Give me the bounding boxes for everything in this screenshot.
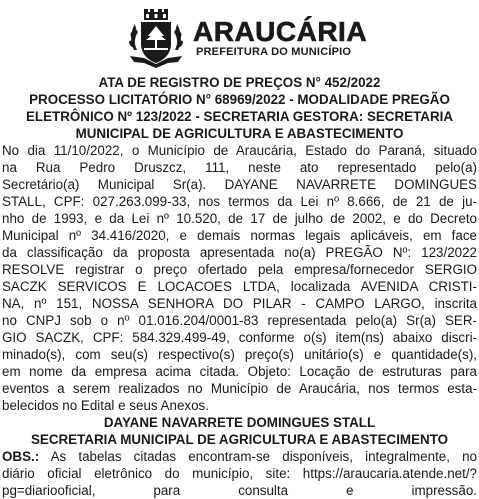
heading-line: ATA DE REGISTRO DE PREÇOS N° 452/2022 bbox=[98, 75, 381, 90]
body-line: na Rua Pedro Druszcz, 111, neste ato representado pelo(a) bbox=[2, 160, 477, 175]
body-line: STALL, CPF: 027.263.099-33, nos termos da Lei nº 8.666, de 21 de ju- bbox=[2, 194, 477, 209]
body-line: Municipal nº 34.416/2020, e demais normas legais aplicáveis, em face bbox=[2, 228, 477, 243]
body-line: SACZK SERVICOS E LOCACOES LTDA, localizada AVENIDA CRISTI- bbox=[2, 279, 477, 294]
body-line: GIO SACZK, CPF: 584.329.499-49, conforme o(s) item(ns) abaixo discri- bbox=[2, 330, 477, 345]
obs-line: pg=diariooficial, para consulta e impressão. bbox=[2, 483, 477, 498]
body-line: da classificação da proposta apresentada no(a) PREGÃO Nº: 123/2022 bbox=[2, 245, 477, 260]
body-line: nho de 1993, e da Lei nº 10.520, de 17 de julho de 2002, e do Decreto bbox=[2, 211, 477, 226]
body-line: em nome da empresa acima citada. Objeto: Locação de estruturas para bbox=[2, 364, 477, 379]
body-line: belecidos no Edital e seus Anexos. bbox=[2, 398, 209, 413]
notice-content bbox=[0, 74, 479, 499]
body-line: NA, nº 151, NOSSA SENHORA DO PILAR - CAMPO LARGO, inscrita bbox=[2, 296, 477, 311]
signature-name: DAYANE NAVARRETE DOMINGUES STALL bbox=[103, 415, 376, 430]
heading-line: ELETRÔNICO Nº 123/2022 - SECRETARIA GESTORA: SECRETARIA bbox=[25, 109, 453, 124]
body-paragraph bbox=[0, 142, 479, 414]
signature-role: SECRETARIA MUNICIPAL DE AGRICULTURA E ABASTECIMENTO bbox=[30, 432, 449, 447]
obs-text: As tabelas citadas encontram-se disponíveis, integralmente, no bbox=[39, 449, 477, 464]
body-line: Secretário(a) Municipal Sr(a). DAYANE NAVARRETE DOMINGUES bbox=[2, 177, 477, 192]
body-line: minado(s), com seu(s) respectivo(s) preço(s) unitário(s) e quantidade(s), bbox=[2, 347, 477, 362]
obs-label: OBS.: bbox=[2, 449, 40, 464]
body-line: No dia 11/10/2022, o Município de Araucária, Estado do Paraná, situado bbox=[2, 143, 477, 158]
body-line: eventos a serem realizados no Município de Araucária, nos termos esta- bbox=[2, 381, 477, 396]
obs-line bbox=[2, 448, 477, 465]
body-line: no CNPJ sob o nº 01.016.204/0001-83 representada pelo(a) Sr(a) SER- bbox=[2, 313, 477, 328]
brand-name: ARAUCÁRIA bbox=[193, 16, 368, 47]
obs-line: diário oficial eletrônico do município, site: https://araucaria.atende.net/? bbox=[2, 466, 477, 481]
body-line: RESOLVE registrar o preço ofertado pela empresa/fornecedor SERGIO bbox=[2, 262, 477, 277]
heading-line: MUNICIPAL DE AGRICULTURA E ABASTECIMENTO bbox=[75, 126, 404, 141]
obs-note bbox=[0, 448, 479, 499]
coat-of-arms-seal-icon bbox=[124, 6, 188, 70]
heading-line: PROCESSO LICITATÓRIO N° 68969/2022 - MODALIDADE PREGÃO bbox=[29, 92, 450, 107]
header bbox=[0, 0, 479, 72]
brand-subtitle: PREFEITURA DO MUNICÍPIO bbox=[196, 46, 352, 58]
